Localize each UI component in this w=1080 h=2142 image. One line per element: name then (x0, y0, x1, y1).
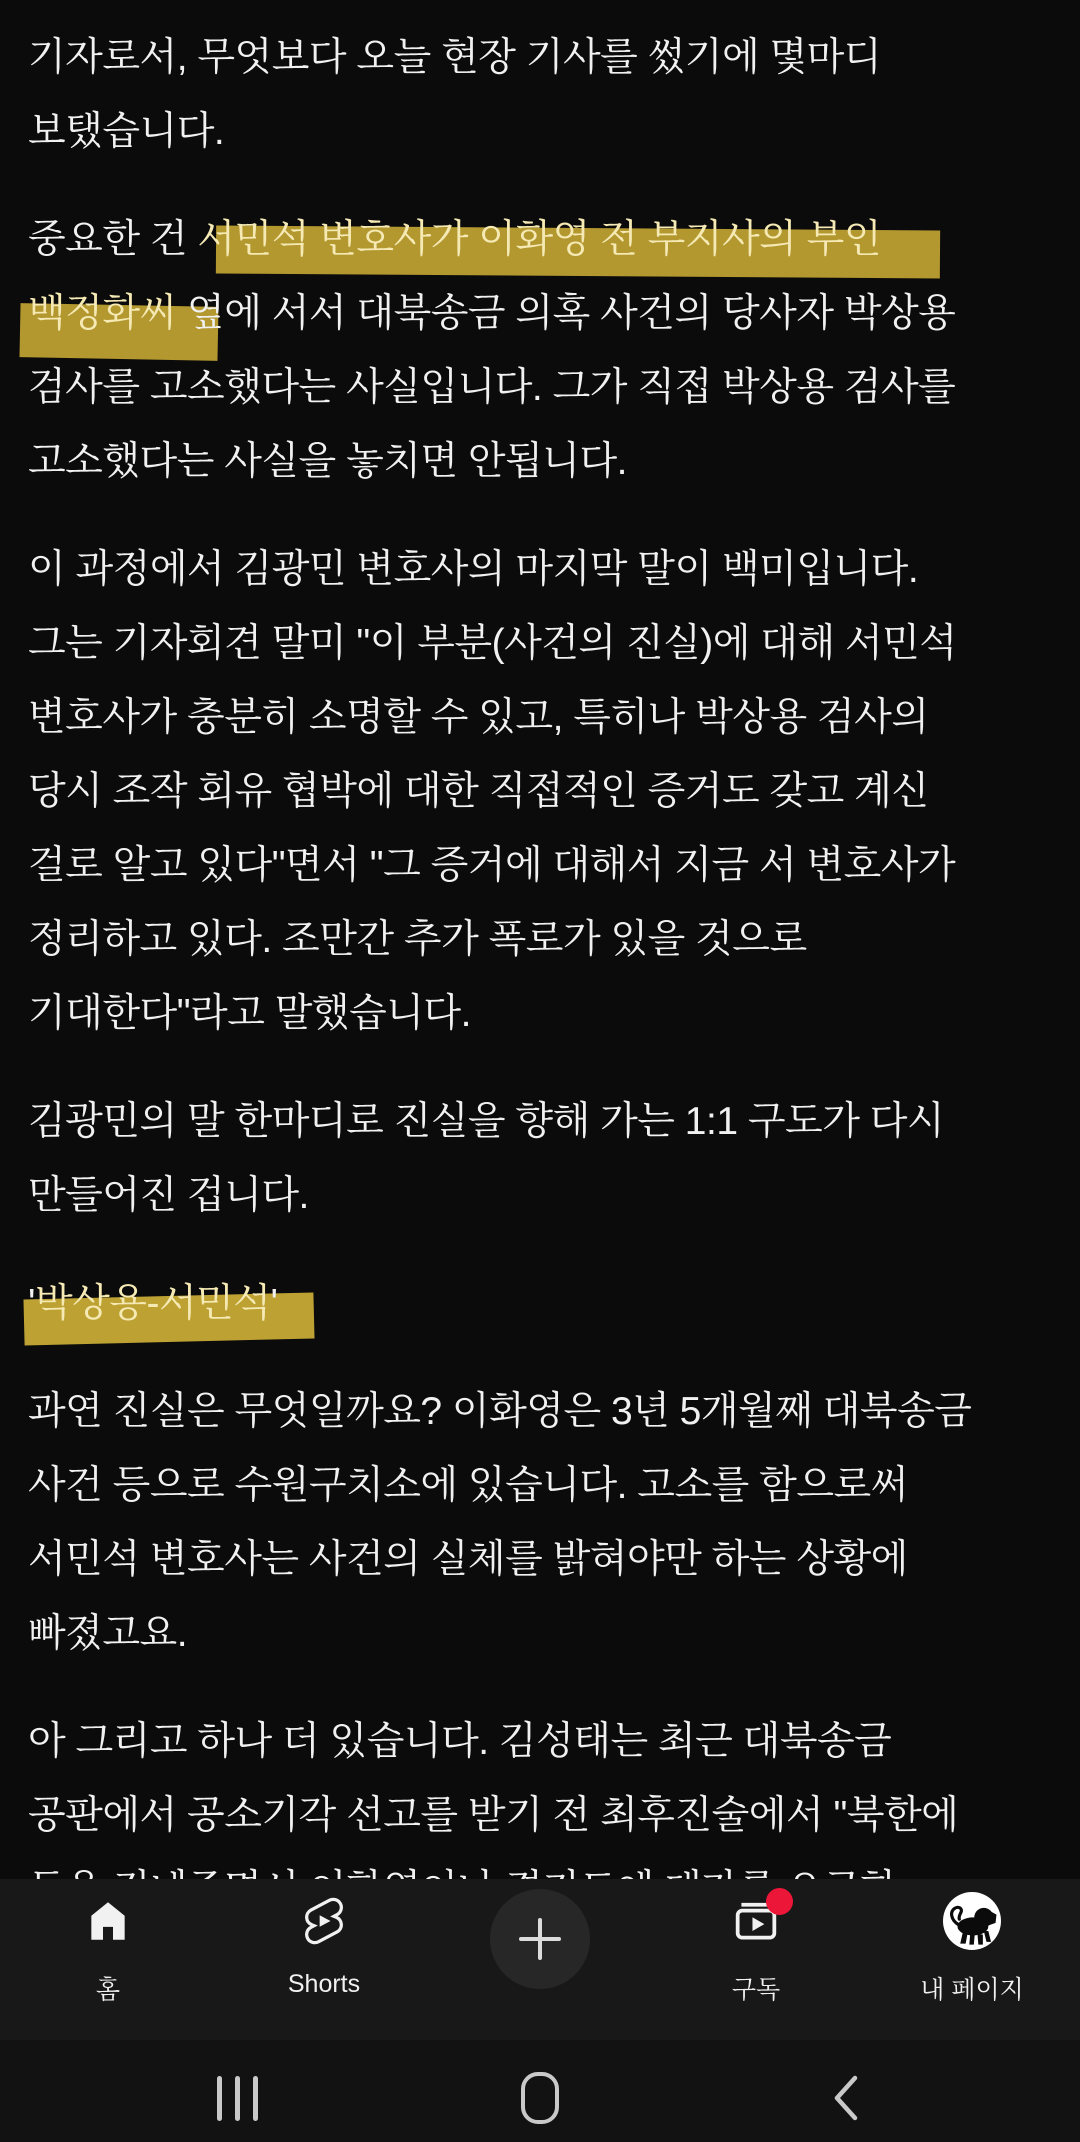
recents-icon (217, 2076, 258, 2121)
home-icon (83, 1896, 133, 1946)
plus-icon (514, 1913, 566, 1965)
nav-label-my-page: 내 페이지 (920, 1976, 1024, 2004)
nav-item-home[interactable] (0, 1879, 216, 2040)
text-line: 고소했다는 사실을 놓치면 안됩니다. (28, 440, 627, 483)
text-line: 과연 진실은 무엇일까요? 이화영은 3년 5개월째 대북송금 (28, 1390, 972, 1433)
text-line: 기자로서, 무엇보다 오늘 현장 기사를 썼기에 몇마디 (28, 36, 882, 79)
create-button[interactable] (490, 1889, 590, 1989)
highlighted-text: 박상용-서민석 (34, 1282, 271, 1325)
android-nav-bar (0, 2040, 1080, 2142)
text-line: 김광민의 말 한마디로 진실을 향해 가는 1:1 구도가 다시 (28, 1100, 945, 1143)
text-line: 이 과정에서 김광민 변호사의 마지막 말이 백미입니다. (28, 548, 919, 591)
nav-label-home: 홈 (95, 1976, 121, 2004)
text-line: 만들어진 겁니다. (28, 1174, 309, 1217)
text-line: '박상용-서민석' (28, 1267, 1052, 1341)
text-line: 백정화씨 옆에 서서 대북송금 의혹 사건의 당사자 박상용 (28, 277, 1052, 351)
text-line: 기대한다"라고 말했습니다. (28, 992, 471, 1035)
text-line: 정리하고 있다. 조만간 추가 폭로가 있을 것으로 (28, 918, 807, 961)
nav-item-subscriptions[interactable] (648, 1879, 864, 2040)
paragraph (28, 21, 1052, 169)
lion-avatar-icon (943, 1892, 1001, 1950)
text-line: 걸로 알고 있다"면서 "그 증거에 대해서 지금 서 변호사가 (28, 844, 956, 887)
text-line: 서민석 변호사는 사건의 실체를 밝혀야만 하는 상황에 (28, 1538, 908, 1581)
paragraph (28, 1375, 1052, 1671)
paragraph (28, 1085, 1052, 1233)
home-pill-icon (521, 2072, 559, 2124)
nav-item-shorts[interactable] (216, 1879, 432, 2040)
notification-dot (766, 1888, 793, 1915)
text-line: 당시 조작 회유 협박에 대한 직접적인 증거도 갖고 계신 (28, 770, 929, 813)
text-line: 아 그리고 하나 더 있습니다. 김성태는 최근 대북송금 (28, 1720, 892, 1763)
shorts-icon (298, 1895, 350, 1947)
paragraph (28, 203, 1052, 499)
highlighted-text: 서민석 변호사가 이화영 전 부지사의 부인 (197, 218, 882, 261)
back-chevron-icon (825, 2070, 865, 2126)
text-line: 공판에서 공소기각 선고를 받기 전 최후진술에서 "북한에 (28, 1794, 959, 1837)
back-button[interactable] (810, 2068, 880, 2128)
recents-button[interactable] (202, 2068, 272, 2128)
youtube-bottom-nav (0, 1879, 1080, 2040)
nav-item-my-page[interactable] (864, 1879, 1080, 2040)
text-line: 빠졌고요. (28, 1612, 188, 1655)
text-line: 보탰습니다. (28, 110, 225, 153)
text-line: 그는 기자회견 말미 "이 부분(사건의 진실)에 대해 서민석 (28, 622, 957, 665)
nav-item-create (432, 1879, 648, 2040)
paragraph (28, 1267, 1052, 1341)
home-button[interactable] (505, 2068, 575, 2128)
text-line: 사건 등으로 수원구치소에 있습니다. 고소를 함으로써 (28, 1464, 908, 1507)
text-line: 변호사가 충분히 소명할 수 있고, 특히나 박상용 검사의 (28, 696, 929, 739)
text-line: 중요한 건 서민석 변호사가 이화영 전 부지사의 부인 (28, 203, 1052, 277)
nav-label-subscriptions: 구독 (731, 1976, 781, 2004)
text-line: 검사를 고소했다는 사실입니다. 그가 직접 박상용 검사를 (28, 366, 956, 409)
nav-label-shorts: Shorts (287, 1970, 361, 1998)
profile-avatar (943, 1892, 1001, 1950)
paragraph (28, 533, 1052, 1051)
highlighted-text: 백정화씨 (28, 292, 177, 335)
